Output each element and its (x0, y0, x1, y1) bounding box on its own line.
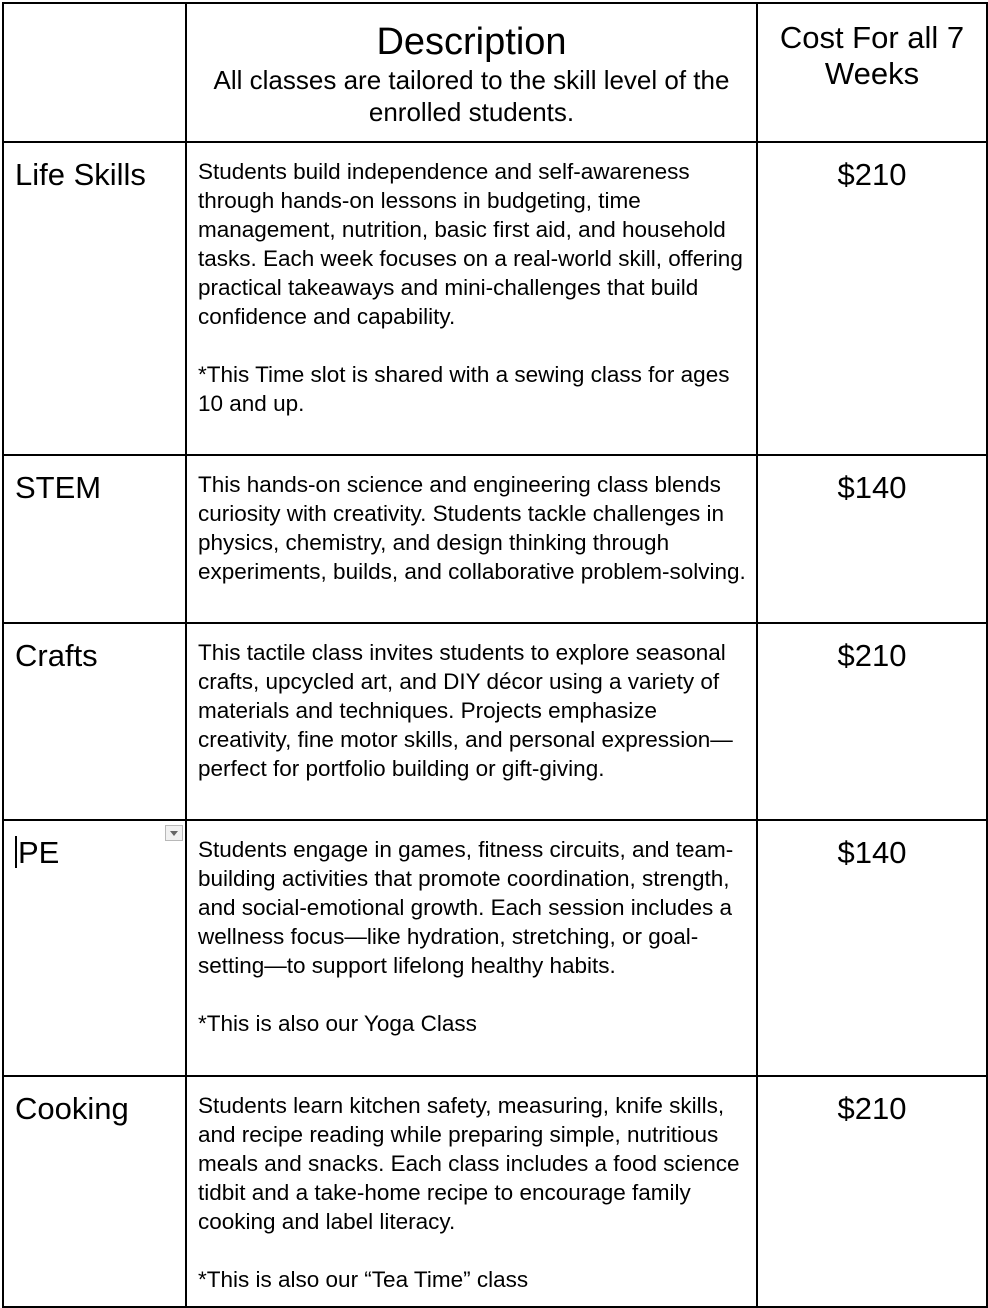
class-name-cell[interactable] (3, 1076, 186, 1307)
class-cost: $140 (837, 835, 907, 870)
class-row-crafts (3, 623, 987, 820)
header-corner-cell[interactable] (3, 3, 186, 142)
class-description-cell[interactable] (186, 820, 757, 1076)
class-description: Students engage in games, fitness circuits, and team-building activities that promote coordination, strength, and social-emotional growth. Each session includes a wellness focus—like hydration, stretching, or goal-setting—to support lifelong healthy habits. (198, 837, 734, 978)
dropdown-arrow-icon[interactable] (165, 825, 183, 841)
class-cost-cell[interactable] (757, 1076, 987, 1307)
class-cost: $140 (837, 470, 907, 505)
class-table (2, 2, 988, 1308)
header-description-cell[interactable] (186, 3, 757, 142)
class-description: This hands-on science and engineering class blends curiosity with creativity. Students tackle challenges in physics, chemistry, and design thinking through experiments, builds, and collaborative problem-solving. (198, 472, 746, 584)
class-name: Crafts (15, 638, 98, 673)
header-cost-cell[interactable] (757, 3, 987, 142)
description-subheading: All classes are tailored to the skill level of the enrolled students. (213, 65, 730, 127)
class-name: Cooking (15, 1091, 129, 1126)
class-cost-cell[interactable] (757, 820, 987, 1076)
class-cost-cell[interactable] (757, 455, 987, 623)
class-name-cell[interactable] (3, 455, 186, 623)
class-row-life-skills (3, 142, 987, 455)
class-row-cooking (3, 1076, 987, 1307)
class-name-cell[interactable] (3, 820, 186, 1076)
class-description: Students build independence and self-awareness through hands-on lessons in budgeting, time management, nutrition, basic first aid, and household tasks. Each week focuses on a real-world skill, offering practical takeaways and mini-challenges that build confidence and capability. (198, 159, 743, 329)
class-name-cell[interactable] (3, 623, 186, 820)
class-description-cell[interactable] (186, 455, 757, 623)
class-description-cell[interactable] (186, 142, 757, 455)
description-heading: Description (376, 21, 567, 63)
class-cost: $210 (837, 1091, 907, 1126)
class-cost-cell[interactable] (757, 142, 987, 455)
class-cost-cell[interactable] (757, 623, 987, 820)
class-name: PE (18, 835, 60, 870)
class-name-cell[interactable] (3, 142, 186, 455)
class-cost: $210 (837, 157, 907, 192)
class-note: *This is also our “Tea Time” class (198, 1267, 529, 1292)
class-name: STEM (15, 470, 102, 505)
class-cost: $210 (837, 638, 907, 673)
text-cursor (15, 836, 17, 868)
class-note: *This is also our Yoga Class (198, 1011, 477, 1036)
class-description-cell[interactable] (186, 1076, 757, 1307)
class-name: Life Skills (15, 157, 146, 192)
header-row (3, 3, 987, 142)
class-row-stem (3, 455, 987, 623)
class-description: This tactile class invites students to explore seasonal crafts, upcycled art, and DIY décor using a variety of materials and techniques. Projects emphasize creativity, fine motor skills, and personal expression—perfect for portfolio building or gift-giving. (198, 640, 733, 781)
class-description-cell[interactable] (186, 623, 757, 820)
cost-heading: Cost For all 7 Weeks (779, 20, 965, 91)
class-description: Students learn kitchen safety, measuring, knife skills, and recipe reading while preparing simple, nutritious meals and snacks. Each class includes a food science tidbit and a take-home recipe to encourage family cooking and label literacy. (198, 1093, 740, 1234)
class-note: *This Time slot is shared with a sewing class for ages 10 and up. (198, 362, 730, 416)
class-row-pe (3, 820, 987, 1076)
